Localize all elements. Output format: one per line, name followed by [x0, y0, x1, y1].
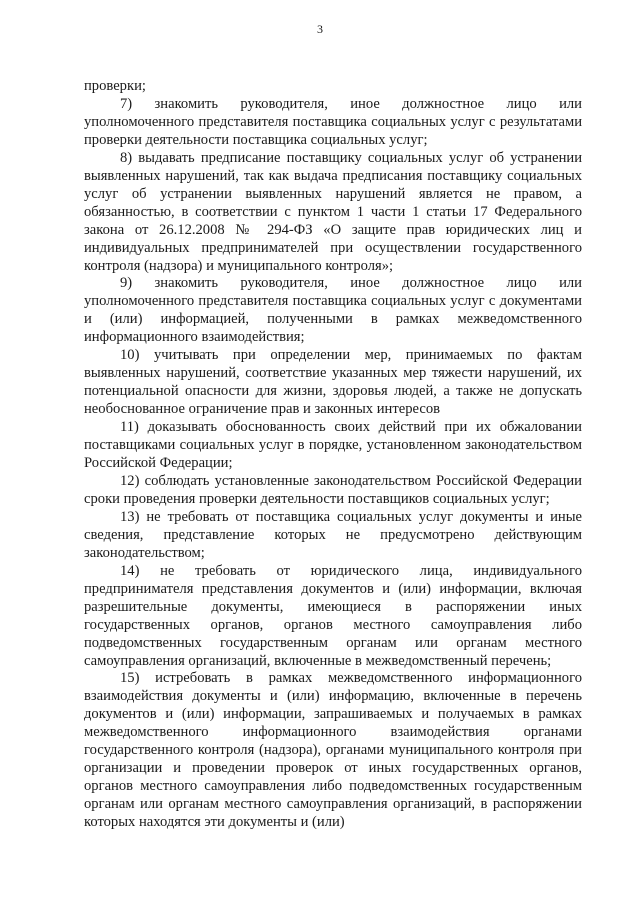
paragraph-item-15: 15) истребовать в рамках межведомственного информационного взаимодействия документы и (или) информацию, включенные в перечень документов и (или) информации, запрашиваемых и получаемых в рамках межведомственного информационного взаимодействия органами государственного контроля (надзора), органами муниципального контроля при организации и проведении проверок от иных государственных органов, органов местного самоуправления либо подведомственных государственным органам или органам местного самоуправления организаций, в распоряжении которых находятся эти документы и (или): [84, 670, 582, 831]
paragraph-item-14: 14) не требовать от юридического лица, индивидуального предпринимателя представления документов и (или) информации, включая разрешительные документы, имеющиеся в распоряжении иных государственных органов, органов местного самоуправления либо подведомственных государственным органам или органам местного самоуправления организаций, включенные в межведомственный перечень;: [84, 562, 582, 669]
page-number: 3: [317, 22, 323, 36]
body-text: [84, 78, 582, 832]
paragraph-item-7: 7) знакомить руководителя, иное должностное лицо или уполномоченного представителя поставщика социальных услуг с результатами проверки деятельности поставщика социальных услуг;: [84, 95, 582, 148]
paragraph-item-12: 12) соблюдать установленные законодательством Российской Федерации сроки проведения проверки деятельности поставщиков социальных услуг;: [84, 472, 582, 507]
paragraph-item-13: 13) не требовать от поставщика социальных услуг документы и иные сведения, представление которых не предусмотрено действующим законодательством;: [84, 508, 582, 561]
paragraph-continuation: проверки;: [84, 78, 146, 94]
paragraph-item-8: 8) выдавать предписание поставщику социальных услуг об устранении выявленных нарушений, так как выдача предписания поставщику социальных услуг об устранении выявленных нарушений является не правом, а обязанностью, в соответствии с пунктом 1 части 1 статьи 17 Федерального закона от 26.12.2008 № 294-ФЗ «О защите прав юридических лиц и индивидуальных предпринимателей при осуществлении государственного контроля (надзора) и муниципального контроля»;: [84, 149, 582, 274]
paragraph-item-9: 9) знакомить руководителя, иное должностное лицо или уполномоченного представителя поставщика социальных услуг с документами и (или) информацией, полученными в рамках межведомственного информационного взаимодействия;: [84, 275, 582, 346]
paragraph-item-11: 11) доказывать обоснованность своих действий при их обжаловании поставщиками социальных услуг в порядке, установленном законодательством Российской Федерации;: [84, 419, 582, 472]
paragraph-item-10: 10) учитывать при определении мер, принимаемых по фактам выявленных нарушений, соответствие указанных мер тяжести нарушений, их потенциальной опасности для жизни, здоровья людей, а также не допускать необоснованное ограничение прав и законных интересов: [84, 347, 582, 418]
